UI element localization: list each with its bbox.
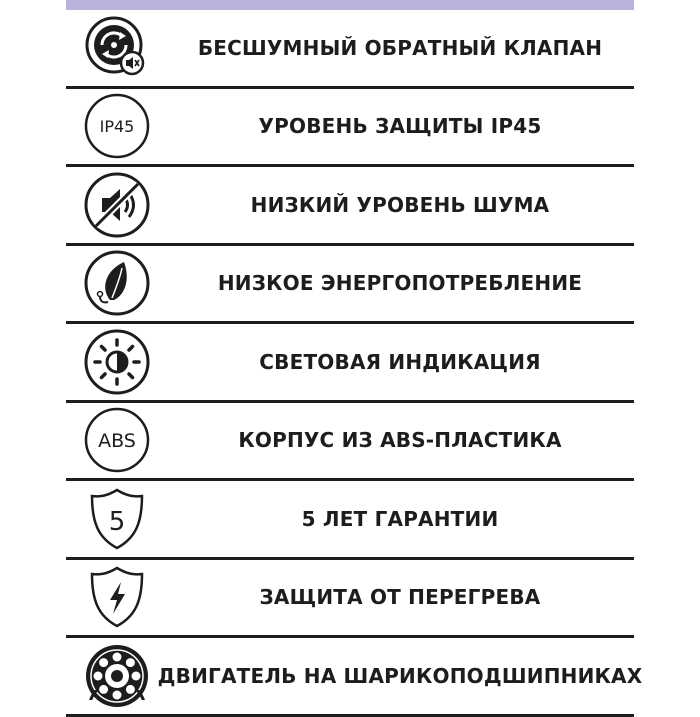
feature-label: СВЕТОВАЯ ИНДИКАЦИЯ [259, 349, 541, 374]
feature-label: ЗАЩИТА ОТ ПЕРЕГРЕВА [259, 585, 541, 610]
feature-row-ip45 [66, 89, 634, 168]
silent-check-valve-icon [82, 13, 152, 83]
feature-label: НИЗКОЕ ЭНЕРГОПОТРЕБЛЕНИЕ [217, 271, 583, 296]
feature-label: КОРПУС ИЗ ABS-ПЛАСТИКА [238, 428, 562, 453]
warranty-shield-icon [82, 484, 152, 554]
muted-speaker-icon [82, 170, 152, 240]
abs-badge-text: ABS [98, 430, 136, 453]
feature-row-silent-valve [66, 10, 634, 89]
next-row-partial-icon [66, 690, 634, 700]
ip45-badge-icon [82, 91, 152, 161]
feature-label: ДВИГАТЕЛЬ НА ШАРИКОПОДШИПНИКАХ [157, 663, 643, 688]
feature-row-light-indicator [66, 324, 634, 403]
feature-row-warranty [66, 481, 634, 560]
feature-row-ball-bearing [66, 638, 643, 717]
feature-row-low-energy [66, 246, 634, 325]
feature-row-low-noise [66, 167, 634, 246]
feature-label: 5 ЛЕТ ГАРАНТИИ [301, 506, 499, 531]
feature-label: НИЗКИЙ УРОВЕНЬ ШУМА [250, 192, 550, 217]
ip45-badge-text: IP45 [99, 117, 135, 137]
feature-label: УРОВЕНЬ ЗАЩИТЫ IP45 [258, 114, 542, 139]
ball-bearing-icon [82, 641, 152, 711]
abs-badge-icon [82, 405, 152, 475]
warranty-years-text: 5 [108, 506, 126, 537]
feature-row-abs-body [66, 403, 634, 482]
top-accent-band [66, 0, 634, 10]
light-indicator-icon [82, 327, 152, 397]
leaf-energy-icon [82, 248, 152, 318]
feature-row-overheat [66, 560, 634, 639]
overheat-shield-icon [82, 562, 152, 632]
feature-label: БЕСШУМНЫЙ ОБРАТНЫЙ КЛАПАН [197, 35, 603, 60]
feature-list [66, 10, 643, 717]
